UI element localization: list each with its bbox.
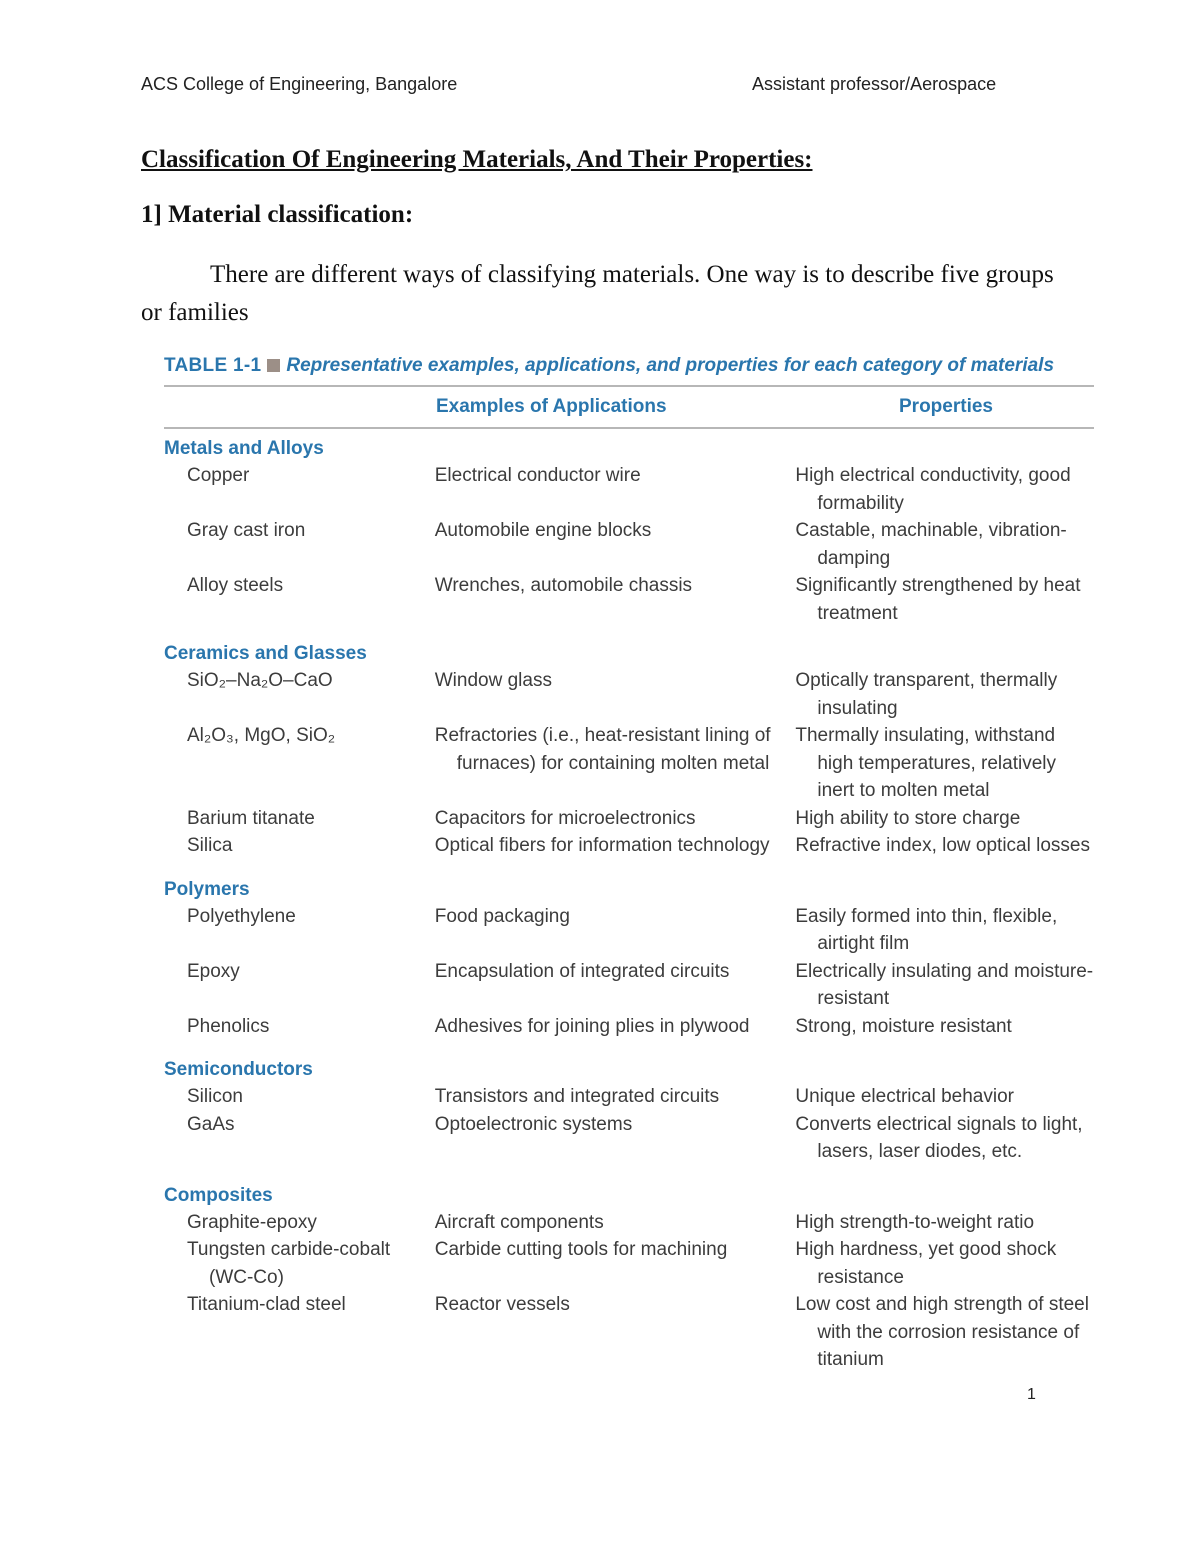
table-body	[164, 435, 1094, 1374]
table-row	[164, 1083, 1094, 1111]
table-group-title: Composites	[164, 1184, 273, 1206]
cell-material-text: Phenolics	[187, 1015, 270, 1037]
cell-material-text: Graphite-epoxy	[187, 1211, 317, 1233]
cell-material	[164, 832, 414, 860]
cell-properties-text: Strong, moisture resistant	[795, 1015, 1012, 1037]
cell-application	[414, 1291, 775, 1374]
cell-material-text: Gray cast iron	[187, 520, 306, 541]
cell-application-text: Capacitors for microelectronics	[434, 807, 696, 829]
cell-material-text: Epoxy	[187, 960, 240, 982]
table-column-headers	[164, 387, 1094, 427]
table-row	[164, 903, 1094, 958]
header-role: Assistant professor/Aerospace	[752, 74, 997, 94]
cell-application-text: Encapsulation of integrated circuits	[434, 960, 730, 982]
table-header-rule	[164, 427, 1094, 429]
cell-material-text: Tungsten carbide-cobalt (WC-Co)	[187, 1239, 391, 1288]
cell-application	[414, 1209, 775, 1237]
cell-application	[414, 1111, 775, 1166]
cell-material	[164, 1013, 414, 1041]
cell-properties	[774, 462, 1094, 517]
cell-properties	[774, 667, 1094, 722]
cell-material	[164, 572, 414, 627]
table-row	[164, 958, 1094, 1013]
table-row	[164, 832, 1094, 860]
intro-paragraph: There are different ways of classifying materials. One way is to describe five groups or families	[141, 261, 1054, 326]
cell-application-text: Transistors and integrated circuits	[434, 1086, 720, 1107]
cell-properties-text: Unique electrical behavior	[795, 1086, 1014, 1107]
cell-material-text: SiO₂–Na₂O–CaO	[187, 670, 333, 691]
cell-properties-text: High ability to store charge	[795, 807, 1021, 829]
cell-application	[414, 1013, 775, 1041]
cell-material-text: Al₂O₃, MgO, SiO₂	[187, 725, 336, 746]
cell-properties-text: Thermally insulating, withstand high temperatures, relatively inert to molten metal	[795, 725, 1057, 801]
cell-material	[164, 517, 414, 572]
materials-table	[164, 351, 1094, 1374]
cell-application	[414, 517, 775, 572]
table-row	[164, 805, 1094, 833]
table-caption-text: Representative examples, applications, and properties for each category of materials	[286, 355, 1055, 376]
cell-properties	[774, 1111, 1094, 1166]
cell-application-text: Wrenches, automobile chassis	[434, 575, 693, 596]
table-row	[164, 572, 1094, 627]
table-group-title: Ceramics and Glasses	[164, 643, 367, 664]
document-title: Classification Of Engineering Materials, And Their Properties:	[141, 146, 813, 173]
cell-properties-text: High strength-to-weight ratio	[795, 1211, 1035, 1233]
cell-material-text: Barium titanate	[187, 807, 315, 829]
cell-properties-text: Optically transparent, thermally insulating	[795, 670, 1058, 719]
cell-material	[164, 1236, 414, 1291]
cell-properties	[774, 517, 1094, 572]
cell-material	[164, 1083, 414, 1111]
cell-properties	[774, 722, 1094, 805]
cell-properties	[774, 903, 1094, 958]
table-row	[164, 1236, 1094, 1291]
cell-material	[164, 722, 414, 805]
cell-material-text: Silica	[187, 835, 233, 856]
cell-application-text: Food packaging	[434, 905, 570, 927]
cell-properties	[774, 1083, 1094, 1111]
cell-material-text: Silicon	[187, 1086, 243, 1107]
table-row	[164, 1209, 1094, 1237]
column-header-properties: Properties	[899, 396, 993, 417]
cell-application	[414, 832, 775, 860]
cell-properties	[774, 1209, 1094, 1237]
cell-properties	[774, 572, 1094, 627]
table-row	[164, 1111, 1094, 1166]
page-number: 1	[1027, 1386, 1036, 1403]
table-caption	[164, 351, 1094, 381]
cell-properties-text: Significantly strengthened by heat treatment	[795, 575, 1081, 624]
cell-material-text: Copper	[187, 465, 250, 486]
cell-properties	[774, 958, 1094, 1013]
cell-application	[414, 903, 775, 958]
cell-application-text: Optoelectronic systems	[434, 1113, 633, 1135]
table-row	[164, 722, 1094, 805]
cell-properties	[774, 1236, 1094, 1291]
table-label: TABLE 1-1	[164, 355, 262, 376]
cell-application	[414, 722, 775, 805]
table-row	[164, 517, 1094, 572]
caption-square-icon	[267, 359, 280, 372]
header-institution: ACS College of Engineering, Bangalore	[141, 74, 458, 94]
cell-application-text: Optical fibers for information technology	[434, 835, 770, 856]
cell-application-text: Carbide cutting tools for machining	[434, 1239, 728, 1260]
section-heading: 1] Material classification:	[141, 201, 414, 228]
cell-properties	[774, 805, 1094, 833]
cell-material-text: GaAs	[187, 1113, 235, 1135]
cell-material	[164, 462, 414, 517]
cell-material	[164, 1111, 414, 1166]
cell-properties-text: High hardness, yet good shock resistance	[795, 1239, 1057, 1288]
cell-application	[414, 958, 775, 1013]
cell-properties	[774, 1013, 1094, 1041]
table-group-title: Semiconductors	[164, 1059, 313, 1080]
cell-properties-text: Refractive index, low optical losses	[795, 835, 1090, 856]
cell-material	[164, 958, 414, 1013]
cell-material	[164, 1209, 414, 1237]
cell-material-text: Alloy steels	[187, 575, 284, 596]
column-header-applications: Examples of Applications	[436, 396, 667, 417]
cell-properties-text: Castable, machinable, vibration-damping	[795, 520, 1067, 569]
cell-properties-text: Easily formed into thin, flexible, airtight film	[795, 905, 1058, 954]
cell-material	[164, 667, 414, 722]
cell-application-text: Window glass	[434, 670, 552, 691]
table-group-title: Polymers	[164, 878, 250, 900]
cell-application-text: Reactor vessels	[434, 1294, 570, 1315]
cell-properties-text: Electrically insulating and moisture-resistant	[795, 960, 1094, 1009]
cell-application	[414, 667, 775, 722]
table-group-title: Metals and Alloys	[164, 438, 324, 459]
cell-application-text: Automobile engine blocks	[434, 520, 652, 541]
cell-application	[414, 572, 775, 627]
table-row	[164, 1013, 1094, 1041]
cell-properties-text: High electrical conductivity, good formability	[795, 465, 1071, 514]
cell-material	[164, 805, 414, 833]
cell-properties	[774, 1291, 1094, 1374]
cell-application-text: Adhesives for joining plies in plywood	[434, 1015, 750, 1037]
cell-application	[414, 805, 775, 833]
table-row	[164, 462, 1094, 517]
cell-application-text: Refractories (i.e., heat-resistant lining of furnaces) for containing molten metal	[434, 725, 771, 774]
cell-properties	[774, 832, 1094, 860]
cell-application	[414, 1083, 775, 1111]
cell-application	[414, 1236, 775, 1291]
cell-material-text: Polyethylene	[187, 905, 296, 927]
table-row	[164, 667, 1094, 722]
cell-properties-text: Converts electrical signals to light, lasers, laser diodes, etc.	[795, 1113, 1083, 1162]
cell-application	[414, 462, 775, 517]
cell-material	[164, 1291, 414, 1374]
cell-material	[164, 903, 414, 958]
cell-application-text: Electrical conductor wire	[434, 465, 641, 486]
cell-material-text: Titanium-clad steel	[187, 1294, 346, 1315]
cell-properties-text: Low cost and high strength of steel with the corrosion resistance of titanium	[795, 1294, 1089, 1370]
table-row	[164, 1291, 1094, 1374]
cell-application-text: Aircraft components	[434, 1211, 604, 1233]
